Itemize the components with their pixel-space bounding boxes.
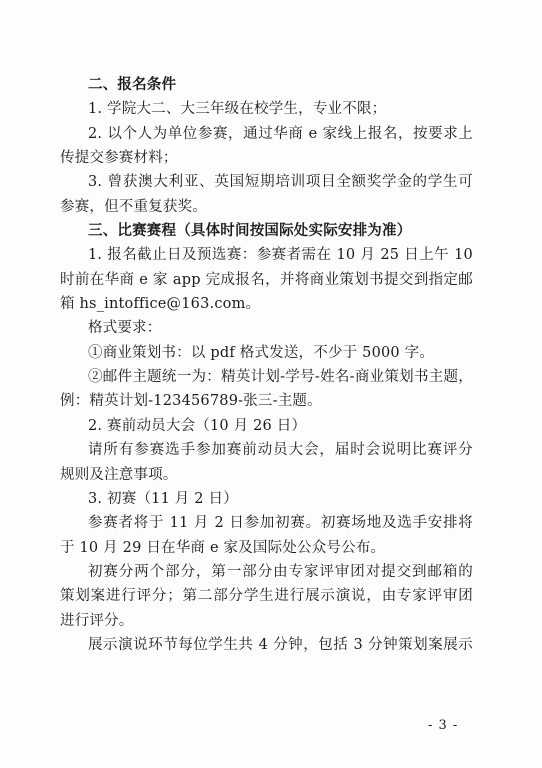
paragraph-line: 2. 赛前动员大会（10 月 26 日）	[88, 417, 307, 434]
paragraph-line: 初赛分两个部分，第一部分由专家评审团对提交到邮箱的	[88, 563, 473, 580]
section-heading-schedule: 三、比赛赛程（具体时间按国际处实际安排为准）	[88, 222, 412, 240]
paragraph-line: 进行评分。	[60, 612, 134, 629]
paragraph-line: 例：精英计划-123456789-张三-主题。	[60, 393, 322, 410]
paragraph-line: 传提交参赛材料；	[60, 150, 178, 167]
paragraph-line: 3. 初赛（11 月 2 日）	[88, 490, 238, 507]
paragraph-line: 箱 hs_intoffice@163.com。	[60, 296, 261, 313]
paragraph-line: 策划案进行评分；第二部分学生进行展示演说，由专家评审团	[60, 588, 473, 605]
paragraph-line: ②邮件主题统一为：精英计划-学号-姓名-商业策划书主题，	[88, 369, 473, 386]
paragraph-line: 1. 报名截止日及预选赛：参赛者需在 10 月 25 日上午 10	[88, 247, 473, 264]
paragraph-line: 于 10 月 29 日在华商 e 家及国际处公众号公布。	[60, 539, 386, 556]
paragraph-line: 格式要求：	[88, 320, 162, 337]
paragraph-line: 请所有参赛选手参加赛前动员大会，届时会说明比赛评分	[88, 442, 473, 459]
document-body	[60, 73, 473, 657]
paragraph-line: ①商业策划书：以 pdf 格式发送，不少于 5000 字。	[88, 344, 435, 361]
paragraph-line: 3. 曾获澳大利亚、英国短期培训项目全额奖学金的学生可	[88, 174, 473, 191]
paragraph-line: 1. 学院大二、大三年级在校学生，专业不限；	[88, 101, 387, 118]
section-heading-registration: 二、报名条件	[88, 76, 177, 93]
paragraph-line: 参赛者将于 11 月 2 日参加初赛。初赛场地及选手安排将	[88, 515, 473, 532]
paragraph-line: 时前在华商 e 家 app 完成报名，并将商业策划书提交到指定邮	[60, 271, 473, 288]
paragraph-line: 2. 以个人为单位参赛，通过华商 e 家线上报名，按要求上	[88, 125, 473, 142]
paragraph-line: 展示演说环节每位学生共 4 分钟，包括 3 分钟策划案展示	[88, 636, 473, 653]
paragraph-line: 参赛，但不重复获奖。	[60, 198, 207, 215]
page-number: - 3 -	[428, 718, 459, 733]
paragraph-line: 规则及注意事项。	[60, 466, 178, 483]
